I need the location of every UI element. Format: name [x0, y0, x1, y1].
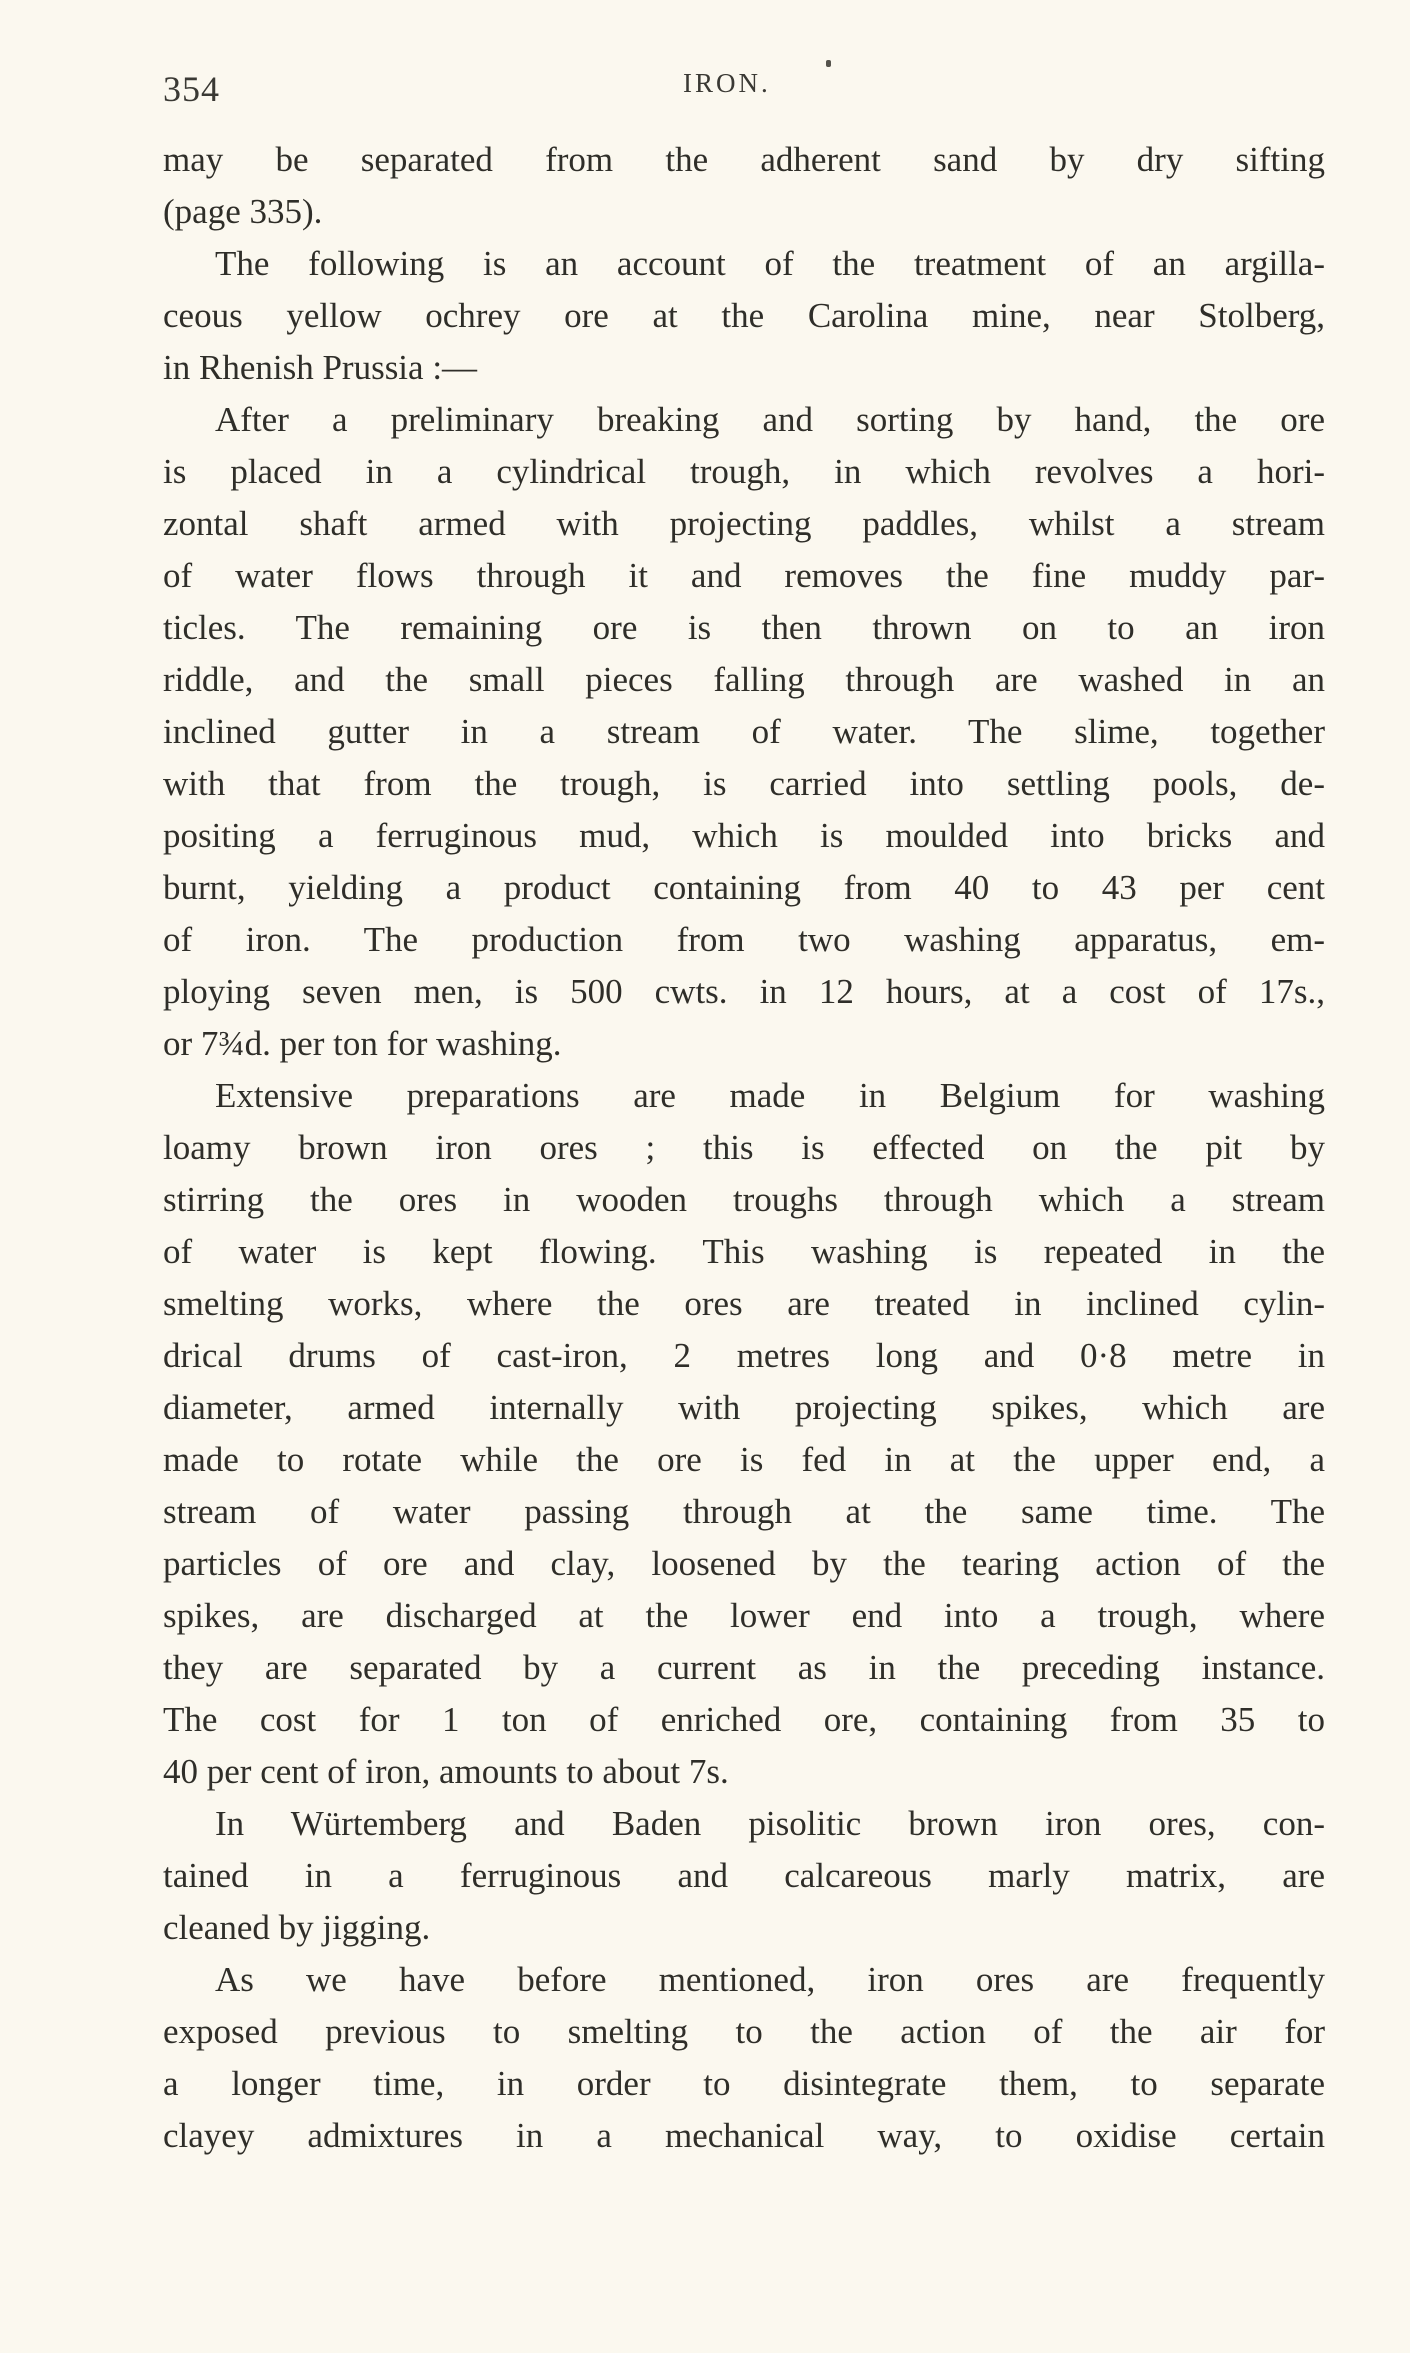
- text-line: in Rhenish Prussia :—: [163, 348, 478, 387]
- text-line: of water is kept flowing. This washing is repeated in the: [163, 1232, 1325, 1271]
- text-line: exposed previous to smelting to the action of the air for: [163, 2012, 1325, 2051]
- ink-speck: [826, 60, 831, 67]
- text-line: stream of water passing through at the same time. The: [163, 1492, 1325, 1531]
- text-line: 40 per cent of iron, amounts to about 7s.: [163, 1752, 729, 1791]
- text-line: clayey admixtures in a mechanical way, to oxidise certain: [163, 2116, 1325, 2155]
- text-line: In Würtemberg and Baden pisolitic brown iron ores, con-: [215, 1804, 1325, 1843]
- text-line: zontal shaft armed with projecting paddles, whilst a stream: [163, 504, 1325, 543]
- text-line: with that from the trough, is carried into settling pools, de-: [163, 764, 1325, 803]
- text-line: ceous yellow ochrey ore at the Carolina mine, near Stolberg,: [163, 296, 1325, 335]
- text-line: positing a ferruginous mud, which is moulded into bricks and: [163, 816, 1325, 855]
- text-line: drical drums of cast-iron, 2 metres long and 0·8 metre in: [163, 1336, 1325, 1375]
- running-head: IRON.: [683, 68, 771, 98]
- body-text: [163, 134, 1325, 2162]
- text-line: The cost for 1 ton of enriched ore, containing from 35 to: [163, 1700, 1325, 1739]
- text-line: they are separated by a current as in the preceding instance.: [163, 1648, 1325, 1687]
- page-number: 354: [163, 69, 220, 109]
- text-line: of water flows through it and removes the fine muddy par-: [163, 556, 1325, 595]
- text-line: tained in a ferruginous and calcareous marly matrix, are: [163, 1856, 1325, 1895]
- text-line: (page 335).: [163, 192, 323, 231]
- text-line: ploying seven men, is 500 cwts. in 12 hours, at a cost of 17s.,: [163, 972, 1325, 1011]
- text-line: ticles. The remaining ore is then thrown on to an iron: [163, 608, 1325, 647]
- text-line: spikes, are discharged at the lower end into a trough, where: [163, 1596, 1325, 1635]
- text-line: of iron. The production from two washing apparatus, em-: [163, 920, 1325, 959]
- text-line: Extensive preparations are made in Belgium for washing: [215, 1076, 1325, 1115]
- text-line: inclined gutter in a stream of water. The slime, together: [163, 712, 1325, 751]
- text-line: burnt, yielding a product containing from 40 to 43 per cent: [163, 868, 1325, 907]
- text-line: As we have before mentioned, iron ores are frequently: [215, 1960, 1325, 1999]
- text-line: or 7¾d. per ton for washing.: [163, 1024, 562, 1063]
- text-line: particles of ore and clay, loosened by the tearing action of the: [163, 1544, 1325, 1583]
- text-line: loamy brown iron ores ; this is effected on the pit by: [163, 1128, 1325, 1167]
- text-line: riddle, and the small pieces falling through are washed in an: [163, 660, 1325, 699]
- text-line: is placed in a cylindrical trough, in which revolves a hori-: [163, 452, 1325, 491]
- text-line: diameter, armed internally with projecting spikes, which are: [163, 1388, 1325, 1427]
- page-header: [163, 60, 1325, 120]
- text-line: smelting works, where the ores are treated in inclined cylin-: [163, 1284, 1325, 1323]
- text-line: made to rotate while the ore is fed in at the upper end, a: [163, 1440, 1325, 1479]
- text-line: cleaned by jigging.: [163, 1908, 431, 1947]
- text-line: stirring the ores in wooden troughs through which a stream: [163, 1180, 1325, 1219]
- text-line: a longer time, in order to disintegrate them, to separate: [163, 2064, 1325, 2103]
- text-line: may be separated from the adherent sand by dry sifting: [163, 140, 1325, 179]
- text-line: The following is an account of the treatment of an argilla-: [215, 244, 1325, 283]
- text-line: After a preliminary breaking and sorting by hand, the ore: [215, 400, 1325, 439]
